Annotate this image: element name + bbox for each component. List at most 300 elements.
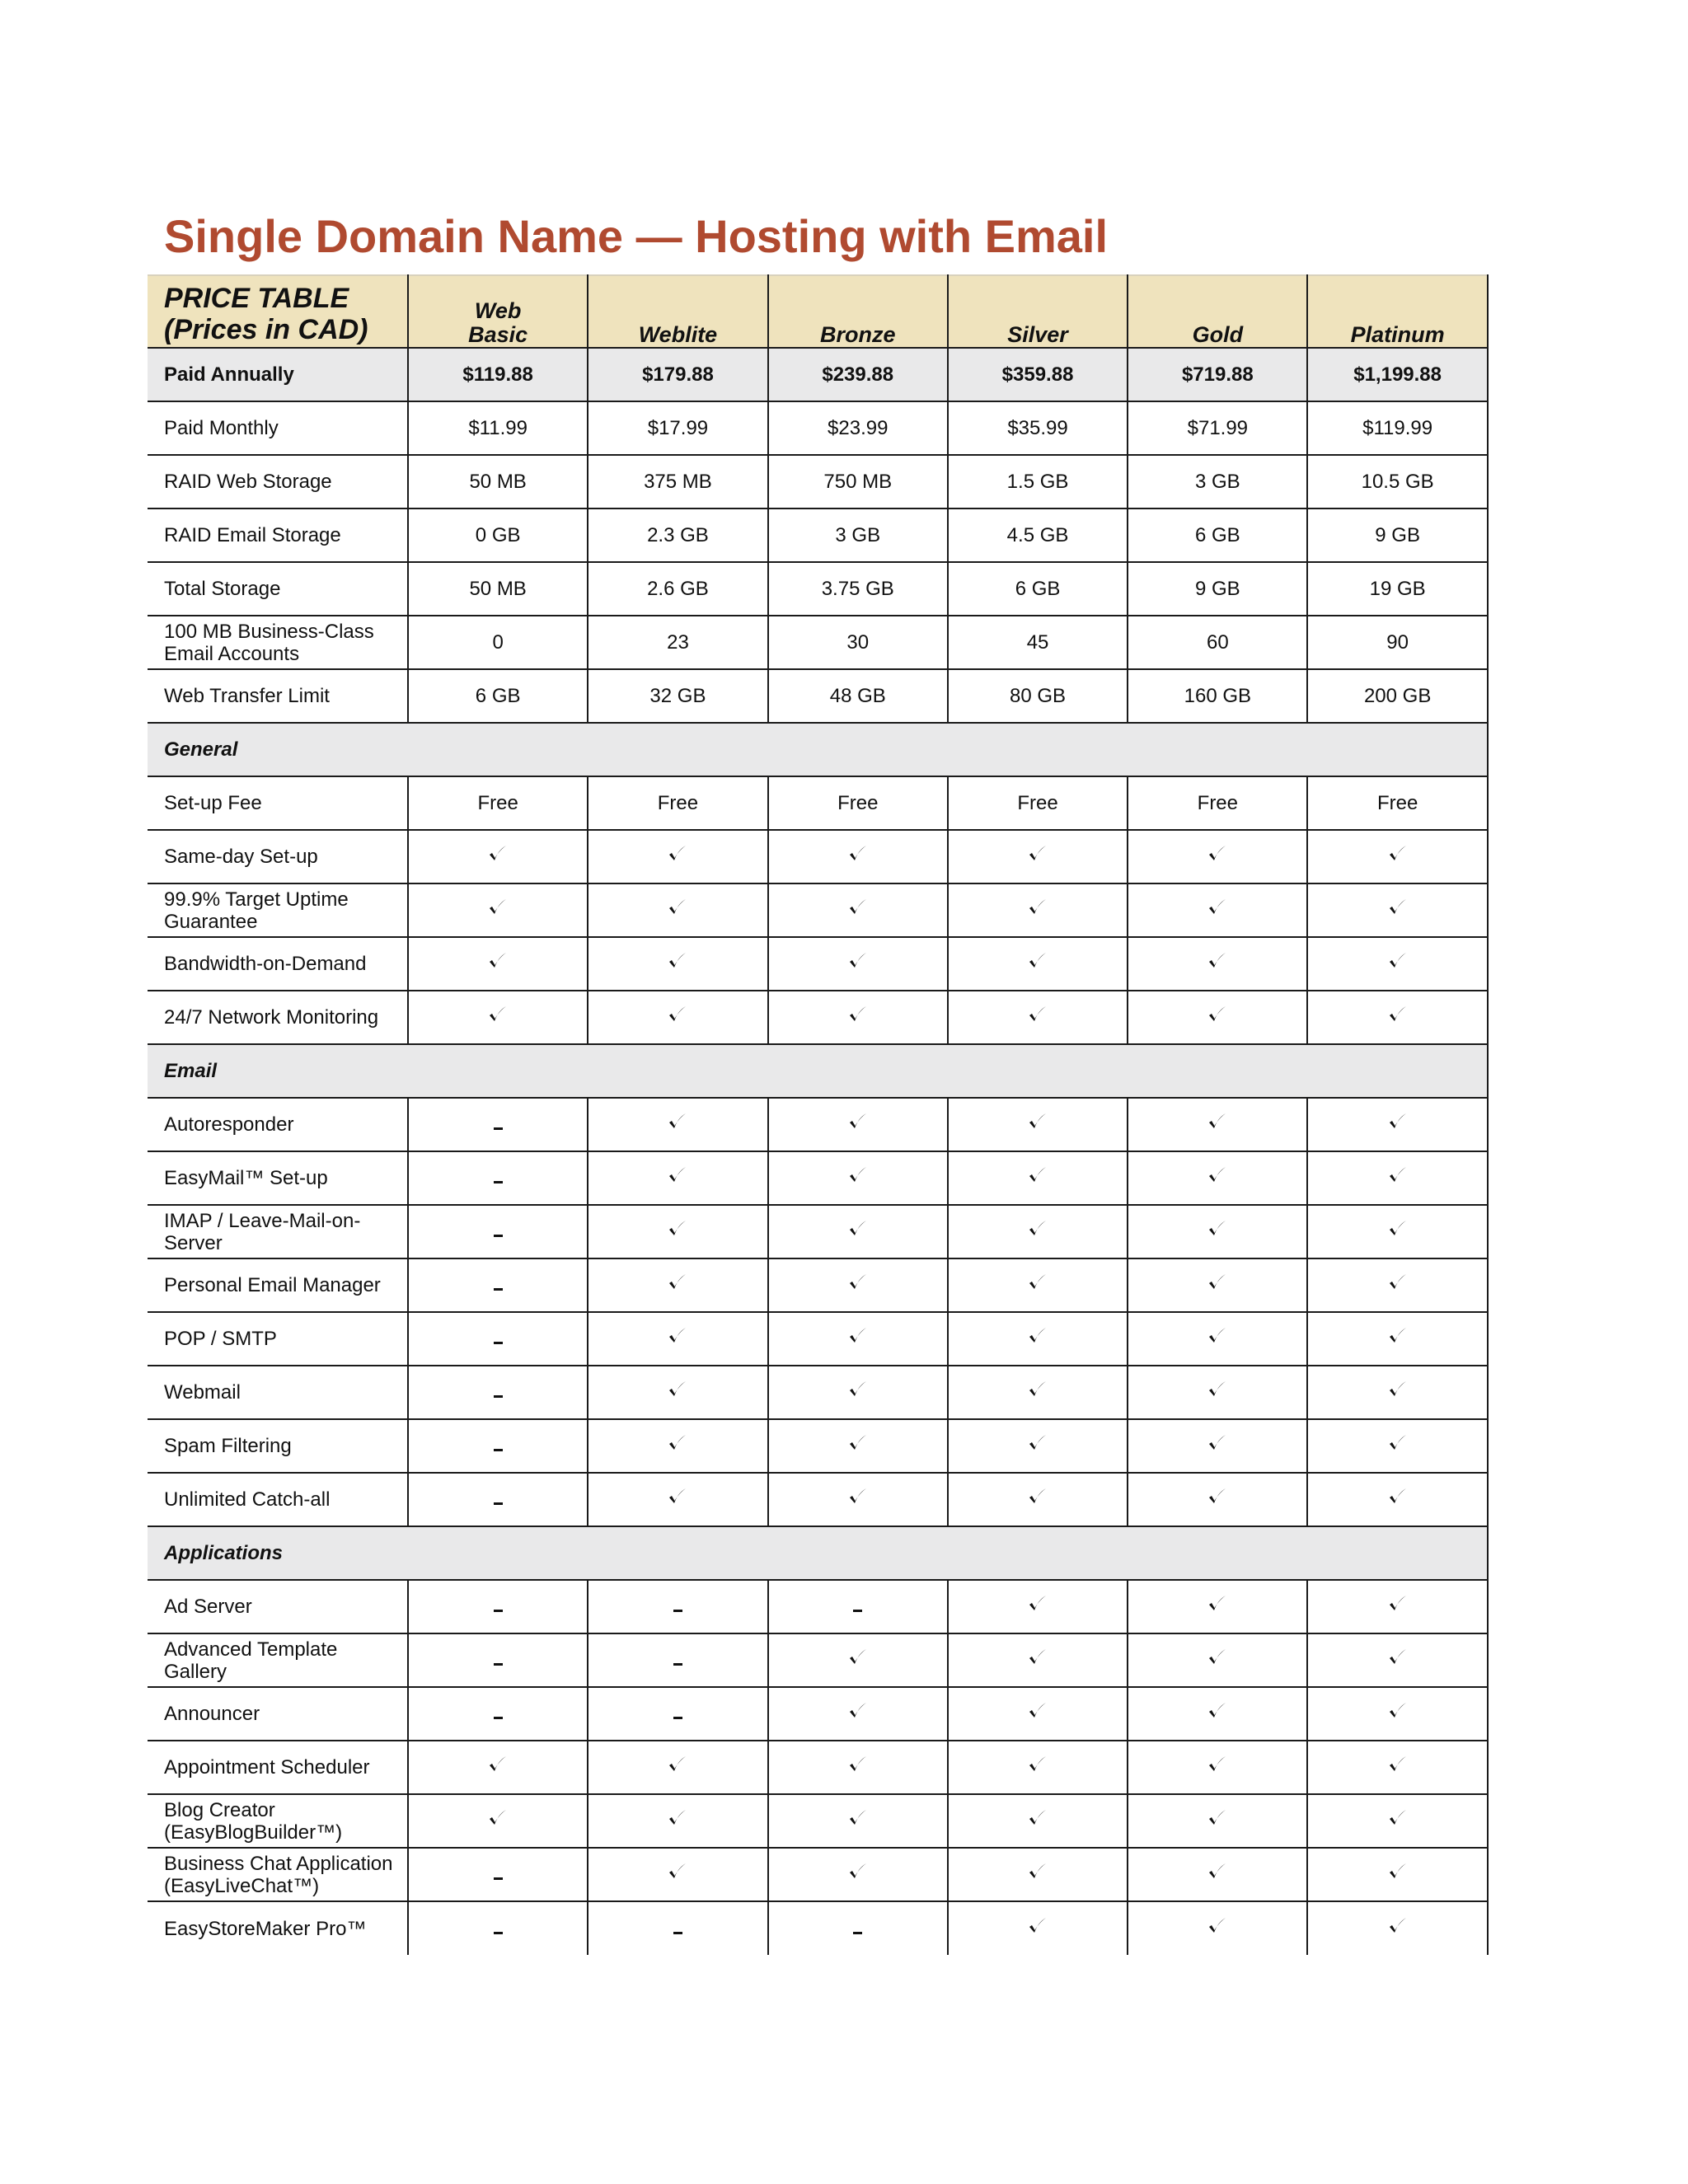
check-icon — [847, 1218, 869, 1240]
table-cell: $17.99 — [588, 401, 767, 455]
table-cell — [1307, 1366, 1487, 1419]
check-icon — [487, 1754, 509, 1775]
table-cell — [588, 1633, 767, 1687]
table-cell — [768, 1741, 948, 1794]
plan-header-line2: Silver — [1007, 322, 1068, 347]
check-icon — [487, 950, 509, 972]
table-cell — [768, 830, 948, 883]
table-cell — [948, 1312, 1128, 1366]
check-icon — [1207, 1486, 1228, 1507]
check-icon — [1027, 1807, 1048, 1829]
table-cell — [408, 883, 588, 937]
table-cell — [408, 1633, 588, 1687]
table-cell: 4.5 GB — [948, 509, 1128, 562]
table-row — [148, 1901, 1488, 1955]
table-row — [148, 1741, 1488, 1794]
table-cell — [768, 1473, 948, 1526]
table-row — [148, 1419, 1488, 1473]
check-icon — [487, 1004, 509, 1025]
price-table — [148, 274, 1489, 1955]
table-cell — [588, 830, 767, 883]
check-icon — [1207, 1111, 1228, 1132]
table-row — [148, 1151, 1488, 1205]
check-icon — [1387, 1754, 1409, 1775]
check-icon — [1027, 843, 1048, 865]
table-cell: 3 GB — [1128, 455, 1307, 509]
check-icon — [1387, 1272, 1409, 1293]
table-cell — [768, 1151, 948, 1205]
check-icon — [847, 843, 869, 865]
plan-header-web-basic — [408, 275, 588, 348]
check-icon — [1207, 1700, 1228, 1722]
table-cell: 0 — [408, 616, 588, 669]
row-label: POP / SMTP — [148, 1312, 408, 1366]
check-icon — [667, 1165, 688, 1186]
check-icon — [847, 1861, 869, 1882]
check-icon — [667, 950, 688, 972]
check-icon — [1027, 897, 1048, 918]
table-cell: $179.88 — [588, 348, 767, 401]
table-cell — [768, 1633, 948, 1687]
dash-icon — [494, 1395, 503, 1398]
table-cell — [1307, 1473, 1487, 1526]
row-label: Appointment Scheduler — [148, 1741, 408, 1794]
check-icon — [1387, 1432, 1409, 1454]
table-cell — [588, 1687, 767, 1741]
table-cell — [948, 1633, 1128, 1687]
table-cell — [768, 1098, 948, 1151]
plan-header-gold — [1128, 275, 1307, 348]
table-cell — [1307, 1687, 1487, 1741]
row-label: EasyStoreMaker Pro™ — [148, 1901, 408, 1955]
check-icon — [1027, 1754, 1048, 1775]
table-cell — [1128, 1151, 1307, 1205]
table-cell — [588, 1205, 767, 1258]
check-icon — [1387, 897, 1409, 918]
table-cell — [1128, 1473, 1307, 1526]
table-cell — [588, 1901, 767, 1955]
table-cell — [768, 937, 948, 991]
table-cell — [588, 1419, 767, 1473]
table-cell — [1128, 1098, 1307, 1151]
check-icon — [1027, 1325, 1048, 1347]
table-cell — [1307, 883, 1487, 937]
table-cell — [1307, 1205, 1487, 1258]
check-icon — [667, 1004, 688, 1025]
table-cell — [768, 1312, 948, 1366]
table-cell — [408, 1580, 588, 1633]
table-row — [148, 1312, 1488, 1366]
check-icon — [1387, 1379, 1409, 1400]
table-cell: 48 GB — [768, 669, 948, 723]
table-cell — [588, 1741, 767, 1794]
table-cell — [948, 830, 1128, 883]
check-icon — [1387, 1700, 1409, 1722]
table-cell — [768, 1419, 948, 1473]
table-cell — [768, 1848, 948, 1901]
table-header-row — [148, 275, 1488, 348]
dash-icon — [494, 1235, 503, 1237]
section-heading: General — [148, 723, 1488, 776]
table-cell — [408, 991, 588, 1044]
row-label: Paid Monthly — [148, 401, 408, 455]
table-cell — [1307, 830, 1487, 883]
table-cell: 90 — [1307, 616, 1487, 669]
table-cell — [1307, 1901, 1487, 1955]
page-title: Single Domain Name — Hosting with Email — [164, 210, 1109, 262]
table-cell — [588, 1312, 767, 1366]
row-label: Total Storage — [148, 562, 408, 616]
table-cell: 6 GB — [408, 669, 588, 723]
check-icon — [1387, 1111, 1409, 1132]
table-cell — [588, 1258, 767, 1312]
row-label: EasyMail™ Set-up — [148, 1151, 408, 1205]
plan-header-silver — [948, 275, 1128, 348]
row-label: Ad Server — [148, 1580, 408, 1633]
table-cell — [1128, 1312, 1307, 1366]
table-cell: Free — [1307, 776, 1487, 830]
row-label: Personal Email Manager — [148, 1258, 408, 1312]
dash-icon — [494, 1342, 503, 1344]
table-cell — [768, 1687, 948, 1741]
table-cell — [948, 1205, 1128, 1258]
check-icon — [1387, 1165, 1409, 1186]
check-icon — [1027, 1486, 1048, 1507]
table-cell — [948, 991, 1128, 1044]
plan-header-platinum — [1307, 275, 1487, 348]
corner-heading-line2: (Prices in CAD) — [164, 314, 368, 345]
table-cell — [1128, 937, 1307, 991]
dash-icon — [494, 1127, 503, 1130]
row-label: Spam Filtering — [148, 1419, 408, 1473]
table-cell — [408, 1901, 588, 1955]
check-icon — [667, 1111, 688, 1132]
table-cell: $11.99 — [408, 401, 588, 455]
check-icon — [1027, 1165, 1048, 1186]
table-cell — [948, 1687, 1128, 1741]
table-cell: 9 GB — [1307, 509, 1487, 562]
dash-icon — [494, 1663, 503, 1666]
table-cell — [1128, 1848, 1307, 1901]
row-label: 24/7 Network Monitoring — [148, 991, 408, 1044]
check-icon — [847, 1754, 869, 1775]
check-icon — [1207, 1004, 1228, 1025]
table-row — [148, 1848, 1488, 1901]
check-icon — [1027, 1915, 1048, 1937]
check-icon — [1027, 1111, 1048, 1132]
table-cell: $119.99 — [1307, 401, 1487, 455]
row-label: Bandwidth-on-Demand — [148, 937, 408, 991]
table-row — [148, 348, 1488, 401]
table-cell — [1128, 1419, 1307, 1473]
table-cell — [1307, 1312, 1487, 1366]
table-cell: Free — [768, 776, 948, 830]
check-icon — [667, 1432, 688, 1454]
table-cell: $71.99 — [1128, 401, 1307, 455]
check-icon — [487, 843, 509, 865]
table-row — [148, 1098, 1488, 1151]
check-icon — [667, 843, 688, 865]
table-cell: 23 — [588, 616, 767, 669]
table-cell — [408, 1473, 588, 1526]
dash-icon — [853, 1610, 862, 1612]
table-cell — [1307, 1633, 1487, 1687]
table-cell: 50 MB — [408, 455, 588, 509]
row-label: Unlimited Catch-all — [148, 1473, 408, 1526]
table-cell — [768, 1580, 948, 1633]
table-cell — [1307, 1741, 1487, 1794]
table-cell — [1307, 1151, 1487, 1205]
table-cell — [408, 1794, 588, 1848]
table-cell: 45 — [948, 616, 1128, 669]
check-icon — [1387, 843, 1409, 865]
table-cell: 160 GB — [1128, 669, 1307, 723]
table-cell — [768, 1258, 948, 1312]
table-cell — [1128, 1205, 1307, 1258]
table-cell: 19 GB — [1307, 562, 1487, 616]
table-cell — [1128, 1258, 1307, 1312]
check-icon — [1387, 1915, 1409, 1937]
check-icon — [847, 950, 869, 972]
check-icon — [667, 1486, 688, 1507]
check-icon — [847, 1379, 869, 1400]
table-body — [148, 348, 1488, 1955]
table-cell — [588, 1366, 767, 1419]
check-icon — [1207, 1165, 1228, 1186]
table-cell — [1128, 1366, 1307, 1419]
table-cell — [408, 1151, 588, 1205]
table-cell: Free — [948, 776, 1128, 830]
dash-icon — [673, 1610, 682, 1612]
table-cell: 3.75 GB — [768, 562, 948, 616]
table-cell — [948, 937, 1128, 991]
table-cell: Free — [408, 776, 588, 830]
check-icon — [847, 1111, 869, 1132]
plan-header-weblite — [588, 275, 767, 348]
table-cell — [1128, 830, 1307, 883]
table-cell — [1307, 1794, 1487, 1848]
check-icon — [1207, 1647, 1228, 1668]
table-cell: 60 — [1128, 616, 1307, 669]
table-cell — [1128, 1741, 1307, 1794]
check-icon — [847, 1165, 869, 1186]
dash-icon — [673, 1663, 682, 1666]
check-icon — [1387, 1593, 1409, 1615]
table-row — [148, 1633, 1488, 1687]
table-cell — [948, 1366, 1128, 1419]
table-cell: 750 MB — [768, 455, 948, 509]
check-icon — [667, 1218, 688, 1240]
table-cell: 80 GB — [948, 669, 1128, 723]
check-icon — [847, 897, 869, 918]
row-label: Web Transfer Limit — [148, 669, 408, 723]
check-icon — [847, 1647, 869, 1668]
row-label: Announcer — [148, 1687, 408, 1741]
row-label: Set-up Fee — [148, 776, 408, 830]
section-heading: Applications — [148, 1526, 1488, 1580]
check-icon — [1387, 1004, 1409, 1025]
table-cell — [1307, 1258, 1487, 1312]
section-heading: Email — [148, 1044, 1488, 1098]
check-icon — [487, 897, 509, 918]
table-cell — [588, 991, 767, 1044]
table-cell — [1128, 883, 1307, 937]
table-cell — [768, 1794, 948, 1848]
check-icon — [847, 1432, 869, 1454]
plan-header-line2: Weblite — [638, 322, 718, 347]
table-row — [148, 1366, 1488, 1419]
check-icon — [667, 1272, 688, 1293]
check-icon — [847, 1272, 869, 1293]
table-cell — [1128, 1901, 1307, 1955]
table-cell — [588, 1098, 767, 1151]
table-cell — [1307, 991, 1487, 1044]
check-icon — [1027, 950, 1048, 972]
table-cell — [948, 1580, 1128, 1633]
section-row — [148, 1044, 1488, 1098]
check-icon — [1207, 1861, 1228, 1882]
plan-header-line2: Gold — [1192, 322, 1244, 347]
row-label: Blog Creator (EasyBlogBuilder™) — [148, 1794, 408, 1848]
row-label: Paid Annually — [148, 348, 408, 401]
row-label: Business Chat Application (EasyLiveChat™) — [148, 1848, 408, 1901]
table-cell — [408, 1366, 588, 1419]
table-cell — [1128, 1794, 1307, 1848]
dash-icon — [494, 1502, 503, 1505]
check-icon — [1207, 1754, 1228, 1775]
row-label: 100 MB Business-Class Email Accounts — [148, 616, 408, 669]
row-label: RAID Email Storage — [148, 509, 408, 562]
table-cell — [948, 883, 1128, 937]
check-icon — [1207, 843, 1228, 865]
table-cell: $1,199.88 — [1307, 348, 1487, 401]
table-cell — [1307, 1419, 1487, 1473]
check-icon — [1387, 1218, 1409, 1240]
check-icon — [1027, 1272, 1048, 1293]
check-icon — [1027, 1647, 1048, 1668]
check-icon — [667, 1861, 688, 1882]
dash-icon — [494, 1877, 503, 1880]
plan-header-line1: Web — [474, 298, 522, 323]
table-row — [148, 1794, 1488, 1848]
dash-icon — [853, 1932, 862, 1934]
row-label: Webmail — [148, 1366, 408, 1419]
plan-header-line2: Platinum — [1350, 322, 1445, 347]
check-icon — [667, 1754, 688, 1775]
table-cell: 50 MB — [408, 562, 588, 616]
table-cell — [1307, 937, 1487, 991]
check-icon — [1207, 1915, 1228, 1937]
dash-icon — [494, 1288, 503, 1291]
check-icon — [1027, 1700, 1048, 1722]
table-cell: $23.99 — [768, 401, 948, 455]
table-row — [148, 991, 1488, 1044]
table-cell — [948, 1151, 1128, 1205]
plan-header-bronze — [768, 275, 948, 348]
check-icon — [1027, 1379, 1048, 1400]
table-row — [148, 401, 1488, 455]
table-row — [148, 562, 1488, 616]
dash-icon — [673, 1717, 682, 1719]
table-row — [148, 1580, 1488, 1633]
table-cell — [408, 1098, 588, 1151]
table-cell: 10.5 GB — [1307, 455, 1487, 509]
table-cell: 3 GB — [768, 509, 948, 562]
check-icon — [1027, 1432, 1048, 1454]
row-label: IMAP / Leave-Mail-on-Server — [148, 1205, 408, 1258]
check-icon — [1387, 950, 1409, 972]
table-cell — [948, 1741, 1128, 1794]
table-row — [148, 1205, 1488, 1258]
table-cell — [1307, 1098, 1487, 1151]
section-row — [148, 1526, 1488, 1580]
check-icon — [1207, 1272, 1228, 1293]
check-icon — [847, 1700, 869, 1722]
row-label: RAID Web Storage — [148, 455, 408, 509]
table-cell — [408, 1741, 588, 1794]
table-cell — [1307, 1848, 1487, 1901]
dash-icon — [494, 1932, 503, 1934]
plan-header-line2: Basic — [468, 322, 528, 347]
table-row — [148, 669, 1488, 723]
table-cell — [408, 1312, 588, 1366]
check-icon — [847, 1486, 869, 1507]
table-cell — [768, 1366, 948, 1419]
table-row — [148, 455, 1488, 509]
table-cell: $719.88 — [1128, 348, 1307, 401]
dash-icon — [494, 1181, 503, 1183]
check-icon — [667, 1379, 688, 1400]
check-icon — [1387, 1325, 1409, 1347]
table-cell — [948, 1098, 1128, 1151]
check-icon — [1027, 1861, 1048, 1882]
table-cell: $119.88 — [408, 348, 588, 401]
table-cell — [588, 1151, 767, 1205]
check-icon — [1207, 1379, 1228, 1400]
table-cell — [588, 937, 767, 991]
table-cell — [768, 1901, 948, 1955]
table-cell — [588, 883, 767, 937]
table-row — [148, 937, 1488, 991]
check-icon — [667, 1325, 688, 1347]
table-cell — [948, 1794, 1128, 1848]
table-cell: 30 — [768, 616, 948, 669]
check-icon — [1027, 1004, 1048, 1025]
check-icon — [1207, 950, 1228, 972]
table-cell: 2.3 GB — [588, 509, 767, 562]
check-icon — [847, 1325, 869, 1347]
table-cell — [408, 937, 588, 991]
table-cell: Free — [588, 776, 767, 830]
table-row — [148, 616, 1488, 669]
table-cell — [408, 830, 588, 883]
table-cell — [588, 1580, 767, 1633]
table-cell — [1307, 1580, 1487, 1633]
table-cell — [948, 1473, 1128, 1526]
table-cell — [408, 1848, 588, 1901]
table-cell: 375 MB — [588, 455, 767, 509]
table-cell — [1128, 1580, 1307, 1633]
check-icon — [1207, 1432, 1228, 1454]
table-cell — [948, 1848, 1128, 1901]
table-cell — [768, 991, 948, 1044]
row-label: Autoresponder — [148, 1098, 408, 1151]
check-icon — [1027, 1218, 1048, 1240]
table-row — [148, 1258, 1488, 1312]
table-cell: 9 GB — [1128, 562, 1307, 616]
section-row — [148, 723, 1488, 776]
table-cell: 200 GB — [1307, 669, 1487, 723]
